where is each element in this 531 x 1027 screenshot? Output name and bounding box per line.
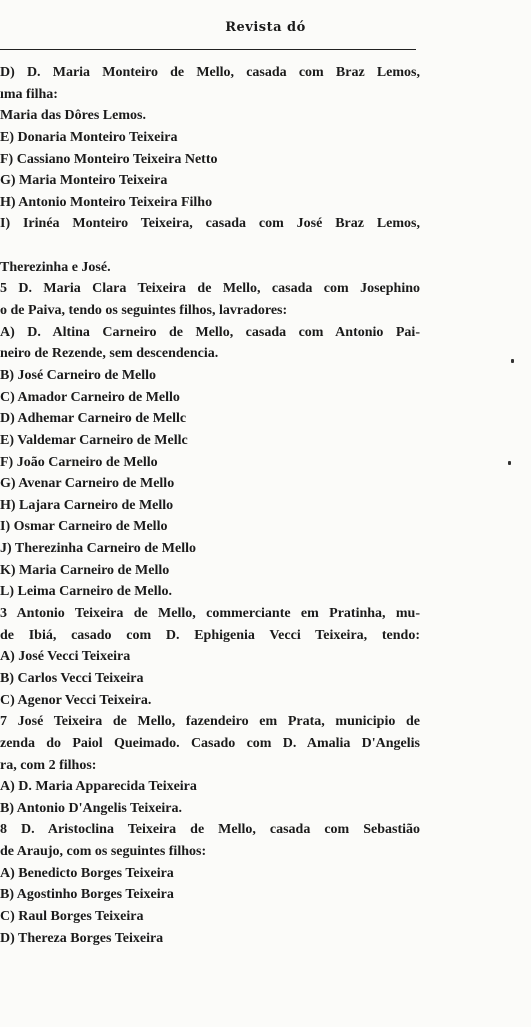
text-line: A) D. Altina Carneiro de Mello, casada com Antonio Pai- [0,324,420,340]
text-line: C) Agenor Vecci Teixeira. [0,692,152,708]
text-line: A) D. Maria Apparecida Teixeira [0,779,197,795]
text-line: B) Antonio D'Angelis Teixeira. [0,800,183,816]
text-line: C) Raul Borges Teixeira [0,908,144,924]
text-line: zenda do Paiol Queimado. Casado com D. Amalia D'Angelis [0,735,420,751]
text-line: ra, com 2 filhos: [0,757,97,773]
text-line: Maria das Dôres Lemos. [0,108,146,124]
text-line: A) Benedicto Borges Teixeira [0,865,174,881]
text-line: neiro de Rezende, sem descendencia. [0,346,219,362]
text-line: de Ibiá, casado com D. Ephigenia Vecci Teixeira, tendo: [0,627,420,643]
text-line: de Araujo, com os seguintes filhos: [0,844,207,860]
text-line: K) Maria Carneiro de Mello [0,562,170,578]
text-line: B) Carlos Vecci Teixeira [0,670,144,686]
margin-speck [508,461,511,465]
text-line: D) D. Maria Monteiro de Mello, casada com Braz Lemos, [0,65,420,80]
text-line: F) João Carneiro de Mello [0,454,158,470]
text-line: G) Maria Monteiro Teixeira [0,173,168,189]
header-rule [0,49,416,50]
text-line: A) José Vecci Teixeira [0,649,131,665]
body-text [0,62,420,949]
text-line: D) Adhemar Carneiro de Mellc [0,411,187,427]
margin-speck [511,359,514,363]
text-line: I) Irinéa Monteiro Teixeira, casada com José Braz Lemos, [0,216,420,232]
text-line: E) Donaria Monteiro Teixeira [0,129,178,145]
text-line: B) Agostinho Borges Teixeira [0,887,174,903]
text-line: Therezinha e José. [0,259,111,275]
text-line: 8 D. Aristoclina Teixeira de Mello, casada com Sebastião [0,822,420,838]
text-line: H) Antonio Monteiro Teixeira Filho [0,194,213,210]
text-line: C) Amador Carneiro de Mello [0,389,180,405]
text-line: L) Leima Carneiro de Mello. [0,584,172,600]
running-head: Revista dó [225,20,306,35]
text-line: D) Thereza Borges Teixeira [0,930,164,946]
text-line: I) Osmar Carneiro de Mello [0,519,168,535]
text-line: B) José Carneiro de Mello [0,367,157,383]
text-line: E) Valdemar Carneiro de Mellc [0,432,188,448]
text-line: 5 D. Maria Clara Teixeira de Mello, casada com Josephino [0,281,420,297]
text-line: 7 José Teixeira de Mello, fazendeiro em Prata, municipio de [0,714,420,730]
text-line: J) Therezinha Carneiro de Mello [0,541,196,557]
text-line: H) Lajara Carneiro de Mello [0,497,174,513]
text-line: 3 Antonio Teixeira de Mello, commerciante em Pratinha, mu- [0,606,420,622]
text-line: ıma filha: [0,86,58,102]
text-line: o de Paiva, tendo os seguintes filhos, lavradores: [0,303,288,319]
text-line: F) Cassiano Monteiro Teixeira Netto [0,151,218,167]
text-line: G) Avenar Carneiro de Mello [0,476,175,492]
text-line [0,235,420,257]
